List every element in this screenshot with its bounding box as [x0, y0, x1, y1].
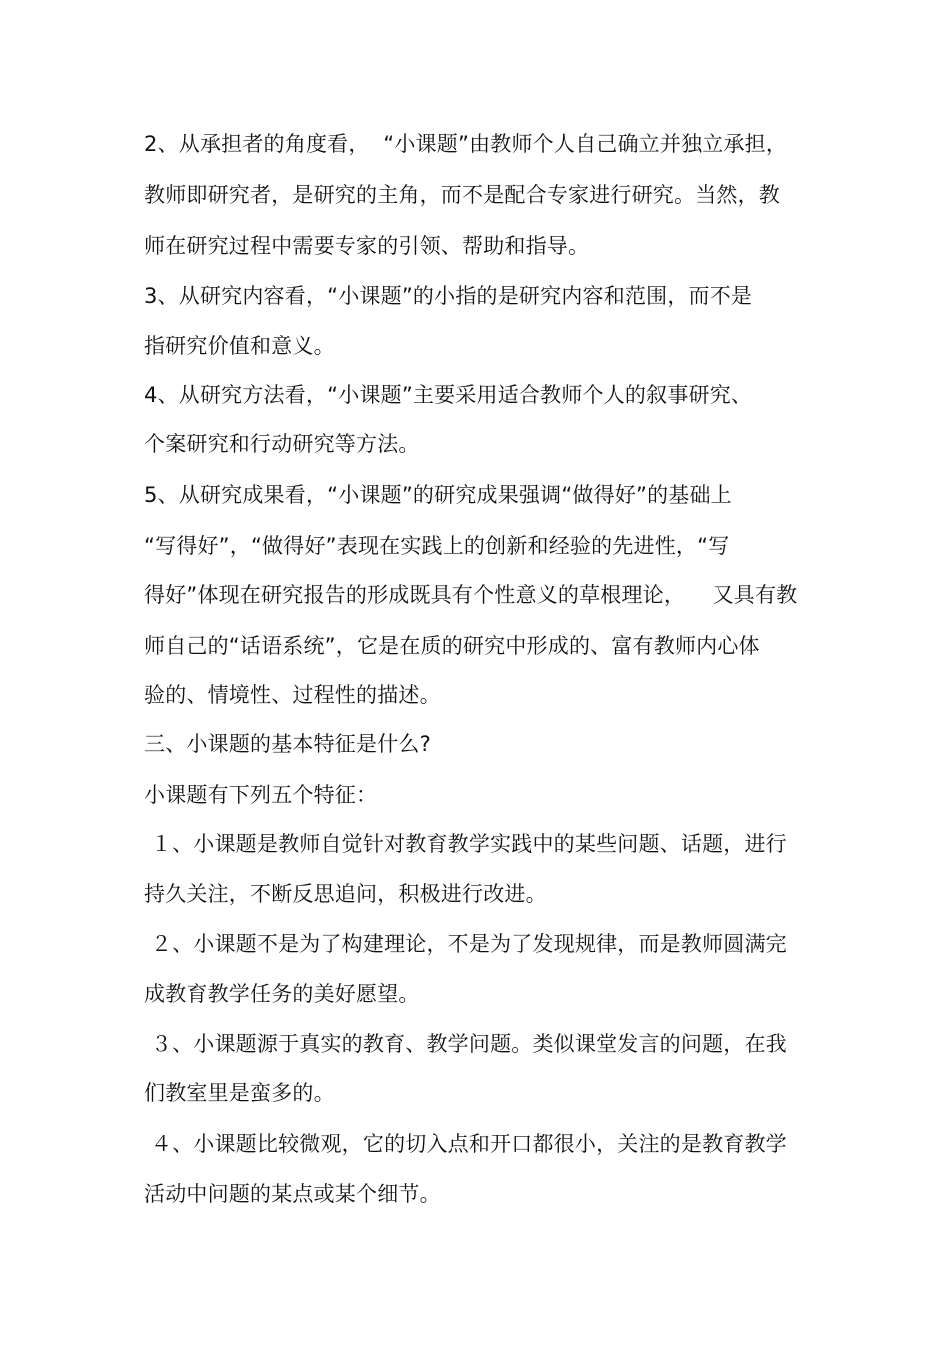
text-line: 活动中问题的某点或某个细节。	[144, 1182, 441, 1206]
text-line: 指研究价值和意义。	[144, 334, 335, 358]
text-line: 成教育教学任务的美好愿望。	[144, 982, 420, 1006]
text-line: 验的、情境性、过程性的描述。	[144, 683, 441, 707]
text-line: 得好”体现在研究报告的形成既具有个性意义的草根理论， 又具有教	[144, 583, 798, 607]
text-line: 2、从承担者的角度看， “小课题”由教师个人自己确立并独立承担，	[144, 132, 788, 156]
text-line: 4、从研究方法看，“小课题”主要采用适合教师个人的叙事研究、	[144, 383, 753, 407]
text-line: 师在研究过程中需要专家的引领、帮助和指导。	[144, 234, 590, 258]
section-heading: 三、小课题的基本特征是什么?	[144, 732, 431, 756]
text-line: ４、小课题比较微观，它的切入点和开口都很小，关注的是教育教学	[144, 1132, 787, 1156]
text-line: “写得好”，“做得好”表现在实践上的创新和经验的先进性，“写	[144, 534, 730, 558]
text-line: 师自己的“话语系统”，它是在质的研究中形成的、富有教师内心体	[144, 634, 760, 658]
text-line: 教师即研究者，是研究的主角，而不是配合专家进行研究。当然，教	[144, 183, 780, 207]
text-line: 3、从研究内容看，“小课题”的小指的是研究内容和范围，而不是	[144, 284, 753, 308]
text-line: 持久关注，不断反思追问，积极进行改进。	[144, 882, 547, 906]
text-line: 小课题有下列五个特征：	[144, 783, 378, 807]
text-line: 个案研究和行动研究等方法。	[144, 432, 420, 456]
text-line: 们教室里是蛮多的。	[144, 1081, 335, 1105]
text-line: ３、小课题源于真实的教育、教学问题。类似课堂发言的问题，在我	[144, 1032, 787, 1056]
text-line: １、小课题是教师自觉针对教育教学实践中的某些问题、话题，进行	[144, 832, 787, 856]
text-line: ２、小课题不是为了构建理论，不是为了发现规律，而是教师圆满完	[144, 932, 787, 956]
text-line: 5、从研究成果看，“小课题”的研究成果强调“做得好”的基础上	[144, 483, 732, 507]
